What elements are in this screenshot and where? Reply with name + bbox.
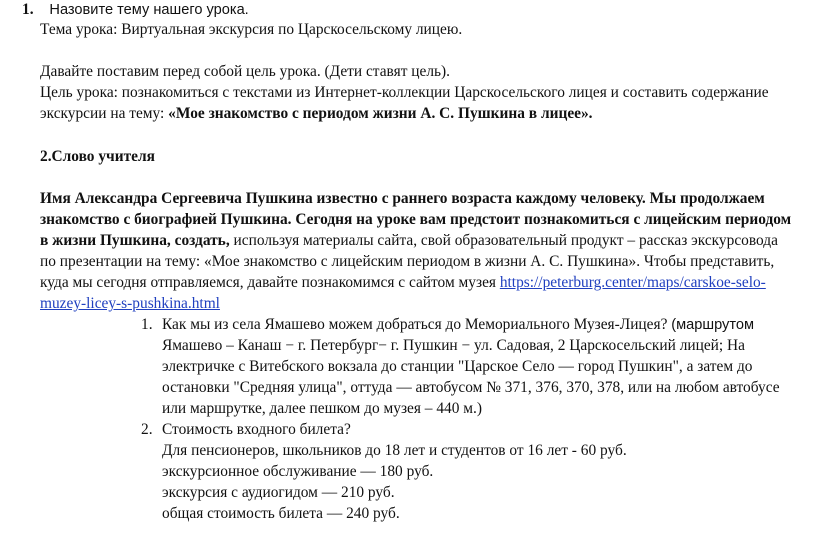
teacher-line5-text: куда мы сегодня отправляемся, давайте познакомимся с сайтом музея	[40, 274, 500, 291]
teacher-line3-text: используя материалы сайта, свой образовательный продукт – рассказ экскурсовода	[229, 232, 778, 249]
question1-line5: или маршрутке, далее пешком до музея – 440 м.)	[162, 400, 482, 417]
teacher-line4: по презентации на тему: «Мое знакомство с лицейским периодом в жизни А. С. Пушкина». Чтобы представить,	[40, 253, 775, 270]
museum-link[interactable]: https://peterburg.center/maps/carskoe-selo-	[499, 274, 766, 291]
question1-line2: Ямашево – Канаш − г. Петербург− г. Пушкин − ул. Садовая, 2 Царскосельский лицей; На	[162, 337, 745, 354]
teacher-line3	[40, 230, 778, 251]
teacher-line5	[40, 272, 766, 293]
goal-line1: Цель урока: познакомиться с текстами из Интернет-коллекции Царскосельского лицея и составить содержание	[40, 84, 769, 101]
museum-link-continued	[40, 293, 220, 314]
lesson-topic: Тема урока: Виртуальная экскурсия по Царскосельскому лицею.	[40, 21, 463, 38]
question2-number: 2.	[141, 421, 153, 438]
question2-line5: общая стоимость билета — 240 руб.	[162, 505, 400, 522]
question1-number: 1.	[141, 316, 153, 333]
question1-text: Как мы из села Ямашево можем добраться до Мемориального Музея-Лицея?	[162, 316, 672, 333]
item1-line	[22, 0, 249, 21]
question1-line1	[162, 314, 754, 336]
question2-line4: экскурсия с аудиогидом — 210 руб.	[162, 484, 395, 501]
item1-number: 1.	[22, 1, 34, 18]
item1-heading: Назовите тему нашего урока.	[49, 2, 249, 18]
section2-heading: 2.Слово учителя	[40, 148, 155, 165]
museum-link-cont[interactable]: muzey-licey-s-pushkina.html	[40, 295, 220, 312]
question2-line1: Стоимость входного билета?	[162, 421, 351, 438]
question1-route-open: (маршрутом	[671, 317, 755, 333]
goal-line2-text: экскурсии на тему:	[40, 105, 169, 122]
goal-line2-title: «Мое знакомство с периодом жизни А. С. Пушкина в лицее».	[168, 105, 593, 122]
question1-line4: остановки "Средняя улица", оттуда — автобусом № 371, 376, 370, 378, или на любом автобусе	[162, 379, 780, 396]
teacher-line2: знакомство с биографией Пушкина. Сегодня на уроке вам предстоит познакомиться с лицейским периодом	[40, 211, 792, 228]
question1-line3: электричке с Витебского вокзала до станции "Царское Село — город Пушкин", а затем до	[162, 358, 753, 375]
question2-line2: Для пенсионеров, школьников до 18 лет и студентов от 16 лет - 60 руб.	[162, 442, 627, 459]
teacher-line3-bold: в жизни Пушкина, создать,	[40, 232, 230, 249]
goal-line2	[40, 103, 593, 124]
goal-intro: Давайте поставим перед собой цель урока. (Дети ставят цель).	[40, 63, 451, 80]
question2-line3: экскурсионное обслуживание — 180 руб.	[162, 463, 434, 480]
teacher-line1: Имя Александра Сергеевича Пушкина известно с раннего возраста каждому человеку. Мы продолжаем	[40, 190, 765, 207]
